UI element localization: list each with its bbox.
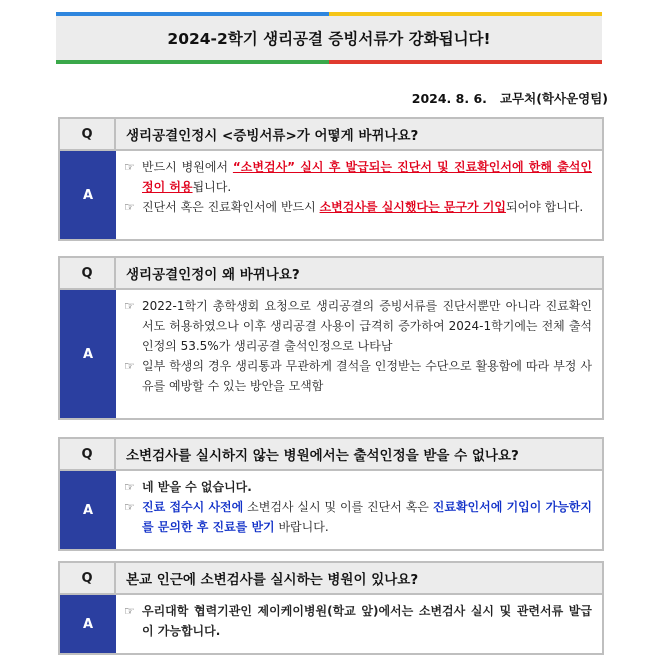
plain-text: 됩니다. — [192, 180, 232, 194]
bottom-bar-red — [329, 60, 602, 64]
plain-text: 일부 학생의 경우 생리통과 무관하게 결석을 인정받는 수단으로 활용함에 따라 부정 사유를 예방할 수 있는 방안을 모색함 — [142, 359, 592, 393]
question-text: 소변검사를 실시하지 않는 병원에서는 출석인정을 받을 수 없나요? — [126, 448, 519, 464]
answer-bullet — [124, 601, 592, 641]
plain-text: 2022-1학기 총학생회 요청으로 생리공결의 증빙서류를 진단서뿐만 아니라 진료확인서도 허용하였으나 이후 생리공결 사용이 급격히 증가하여 2024-1학기에는 전체 출석인정의 53.5%가 생리공결 출석인정으로 나타남 — [142, 299, 592, 353]
answer-row — [58, 469, 604, 551]
pointing-hand-icon: ☞ — [124, 200, 135, 214]
plain-text: 되어야 합니다. — [505, 200, 584, 214]
answer-label: A — [60, 290, 116, 418]
question-text: 생리공결인정이 왜 바뀌나요? — [126, 267, 300, 283]
issuing-office: 교무처(학사운영팀) — [499, 91, 608, 106]
answer-body — [116, 290, 602, 418]
answer-bullet — [124, 296, 592, 356]
question-text: 생리공결인정시 <증빙서류>가 어떻게 바뀌나요? — [126, 128, 419, 144]
title-bottom-bar — [56, 60, 602, 64]
qa-block — [58, 561, 604, 655]
answer-label: A — [60, 151, 116, 239]
pointing-hand-icon: ☞ — [124, 480, 135, 494]
answer-row — [58, 593, 604, 655]
pointing-hand-icon: ☞ — [124, 160, 135, 174]
answer-bullet — [124, 497, 592, 537]
bullet-text — [142, 157, 592, 197]
answer-body — [116, 151, 602, 239]
bullet-text — [142, 197, 592, 217]
answer-bullet — [124, 157, 592, 197]
answer-bullet — [124, 197, 592, 217]
issue-date: 2024. 8. 6. — [411, 91, 487, 106]
answer-label: A — [60, 595, 116, 653]
bottom-bar-green — [56, 60, 329, 64]
answer-label: A — [60, 471, 116, 549]
emphasis-text: “소변검사” 실시 후 발급되는 진단서 및 진료확인서에 한해 출석인정이 허용 — [142, 160, 592, 194]
page-title: 2024-2학기 생리공결 증빙서류가 강화됩니다! — [56, 16, 602, 60]
emphasis-text: 진료확인서에 기입이 가능한지를 문의한 후 진료를 받기 — [142, 500, 592, 534]
emphasis-text: 네 받을 수 없습니다. — [142, 480, 252, 494]
bullet-text — [142, 477, 592, 497]
answer-bullet — [124, 356, 592, 396]
emphasis-text: 우리대학 협력기관인 제이케이병원(학교 앞)에서는 소변검사 실시 및 관련서류 발급이 가능합니다. — [142, 604, 592, 638]
bullet-text — [142, 296, 592, 356]
question-text: 본교 인근에 소변검사를 실시하는 병원이 있나요? — [126, 572, 419, 588]
answer-body — [116, 471, 602, 549]
answer-body — [116, 595, 602, 653]
question-label: Q — [60, 258, 116, 288]
question-label: Q — [60, 119, 116, 149]
pointing-hand-icon: ☞ — [124, 604, 135, 618]
qa-block — [58, 437, 604, 551]
plain-text: 바랍니다. — [274, 520, 329, 534]
emphasis-text: 진료 접수시 사전에 — [142, 500, 244, 514]
pointing-hand-icon: ☞ — [124, 359, 135, 373]
question-row — [58, 256, 604, 288]
pointing-hand-icon: ☞ — [124, 299, 135, 313]
question-label: Q — [60, 563, 116, 593]
bullet-text — [142, 356, 592, 396]
bullet-text — [142, 601, 592, 641]
plain-text: 소변검사 실시 및 이를 진단서 혹은 — [243, 500, 433, 514]
emphasis-text: 소변검사를 실시했다는 문구가 기입 — [319, 200, 506, 214]
answer-row — [58, 288, 604, 420]
plain-text: 반드시 병원에서 — [142, 160, 233, 174]
answer-bullet — [124, 477, 592, 497]
question-row — [58, 437, 604, 469]
bullet-text — [142, 497, 592, 537]
question-label: Q — [60, 439, 116, 469]
plain-text: 진단서 혹은 진료확인서에 반드시 — [142, 200, 320, 214]
answer-row — [58, 149, 604, 241]
pointing-hand-icon: ☞ — [124, 500, 135, 514]
qa-block — [58, 256, 604, 420]
title-banner — [56, 12, 602, 64]
qa-block — [58, 117, 604, 241]
question-row — [58, 561, 604, 593]
question-row — [58, 117, 604, 149]
date-office-line — [412, 89, 608, 107]
